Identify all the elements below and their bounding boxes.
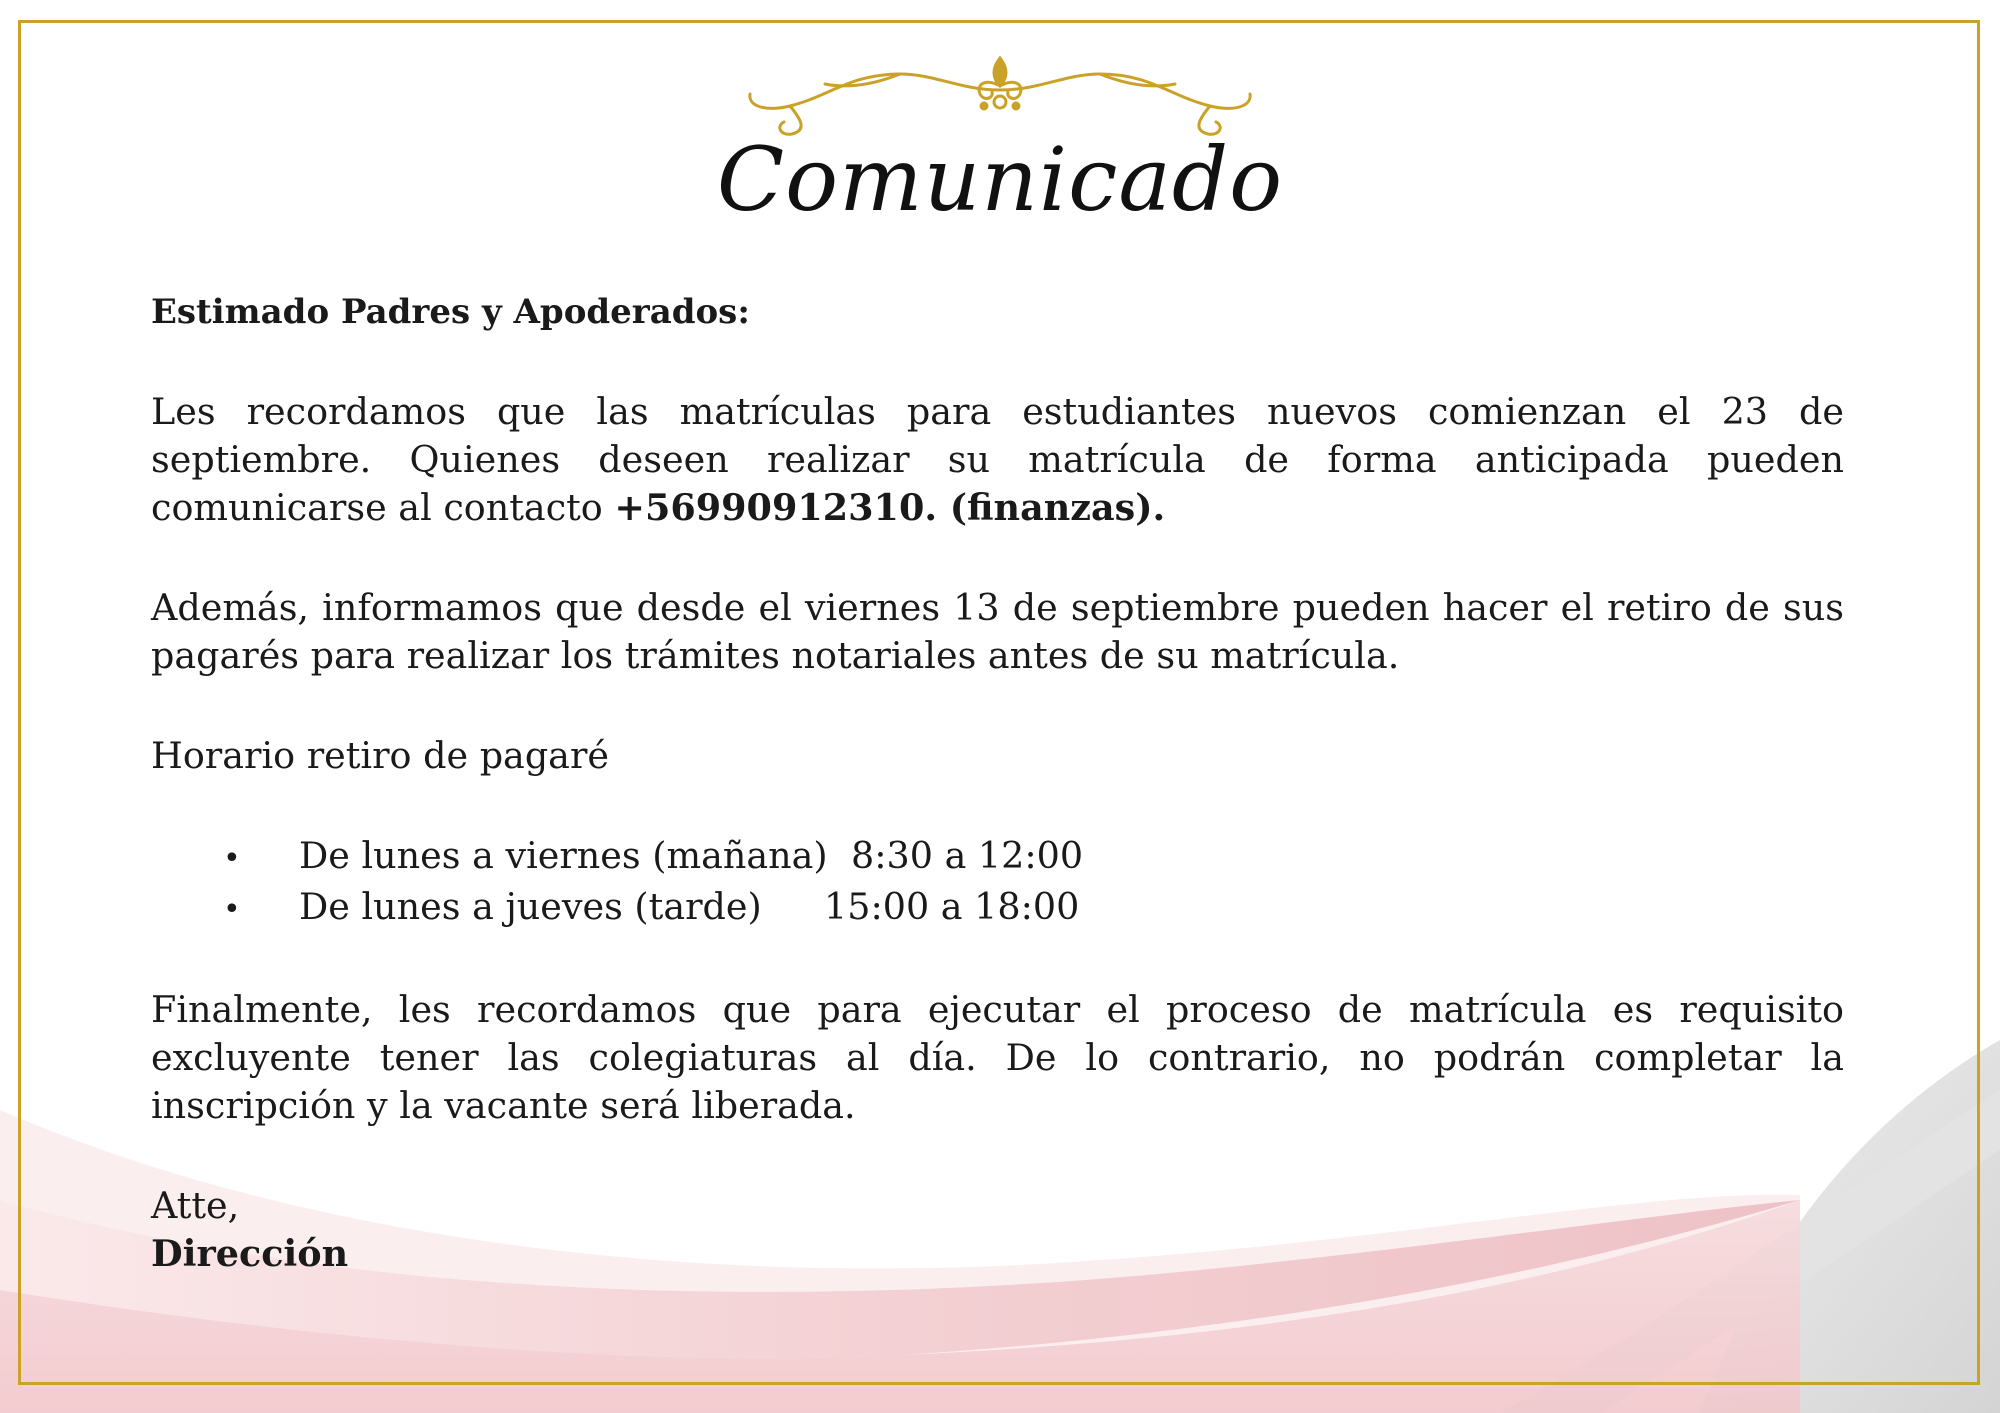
- bullet-icon: •: [223, 892, 241, 927]
- paragraph-requirements: Finalmente, les recordamos que para ejecutar el proceso de matrícula es requisito excluyente tener las colegiaturas al día. De lo contrario, no podrán completar la inscripción y la vacante será liberada.: [151, 988, 1844, 1127]
- contact-number: +56990912310. (finanzas).: [614, 486, 1166, 529]
- schedule-heading: Horario retiro de pagaré: [151, 734, 609, 777]
- paragraph-enrollment: [151, 388, 1844, 532]
- paragraph-pagare: Además, informamos que desde el viernes 13 de septiembre pueden hacer el retiro de sus pagarés para realizar los trámites notariales antes de su matrícula.: [151, 586, 1844, 677]
- schedule-list: [223, 832, 1844, 934]
- schedule-time: 15:00 a 18:00: [824, 885, 1080, 928]
- closing-salutation: Atte,: [151, 1184, 240, 1227]
- page-title: Comunicado: [716, 128, 1284, 231]
- greeting: Estimado Padres y Apoderados:: [151, 292, 750, 332]
- paragraph-enrollment-text: Les recordamos que las matrículas para estudiantes nuevos comienzan el 23 de septiembre. Quienes deseen realizar su matrícula de forma anticipada pueden comunicarse al contacto: [151, 390, 1844, 529]
- schedule-label: De lunes a viernes (mañana): [299, 834, 828, 877]
- signature: Dirección: [151, 1232, 349, 1275]
- list-item: [223, 883, 1844, 934]
- list-item: [223, 832, 1844, 883]
- letter-body: [151, 288, 1844, 1278]
- bullet-icon: •: [223, 841, 241, 876]
- schedule-label: De lunes a jueves (tarde): [299, 885, 762, 928]
- schedule-time: 8:30 a 12:00: [851, 834, 1084, 877]
